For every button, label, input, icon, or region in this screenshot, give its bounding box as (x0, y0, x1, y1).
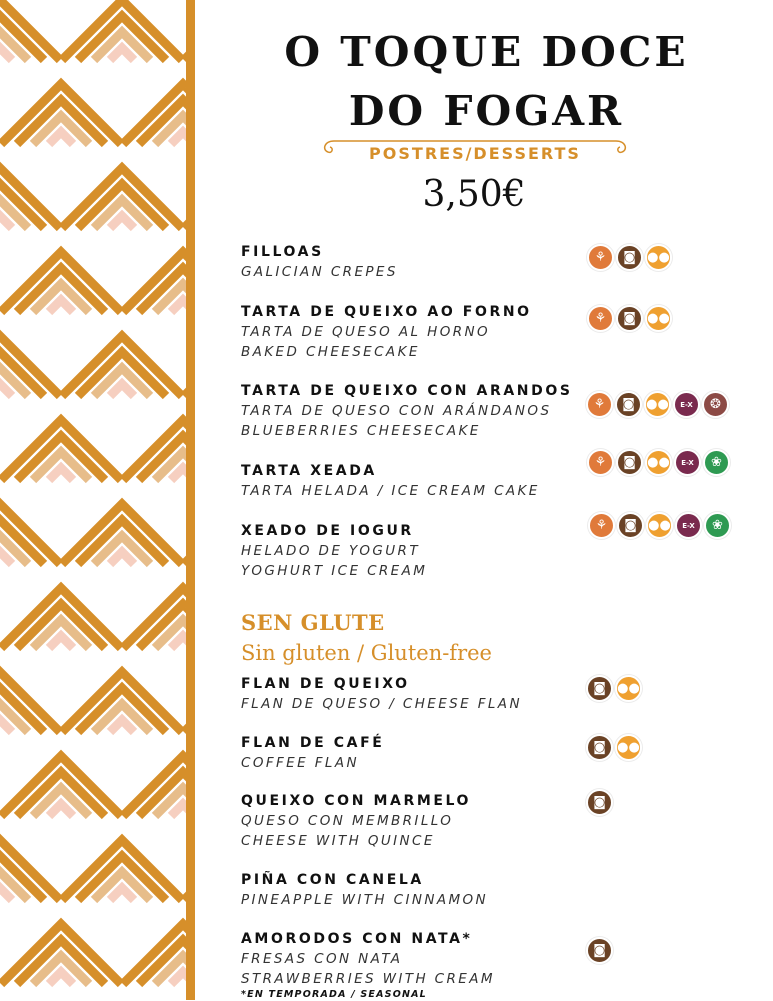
menu-item-name: TARTA DE QUEIXO CON ARANDOS (241, 383, 573, 399)
allergen-icons (587, 244, 672, 271)
section-title: SEN GLUTE (241, 610, 385, 635)
menu-item-description: FRESAS CON NATA (241, 951, 403, 967)
egg-icon: ●● (645, 244, 672, 271)
allergen-icons (586, 937, 613, 964)
decorative-pattern (0, 0, 186, 1000)
allergen-icons (586, 789, 613, 816)
gluten-icon: ⚘ (587, 305, 614, 332)
menu-item (241, 792, 761, 851)
allergen-icons (587, 449, 730, 476)
menu-item-name: TARTA DE QUEIXO AO FORNO (241, 304, 532, 320)
menu-item-description: QUESO CON MEMBRILLO (241, 813, 454, 829)
milk-icon: ◙ (586, 937, 613, 964)
subtitle-frame (320, 136, 630, 170)
menu-item (241, 243, 761, 282)
menu-item-description: TARTA HELADA / ICE CREAM CAKE (241, 483, 540, 499)
menu-item (241, 675, 761, 714)
menu-item-description: HELADO DE YOGURT (241, 543, 420, 559)
menu-item-name: FLAN DE QUEIXO (241, 676, 410, 692)
milk-icon: ◙ (616, 449, 643, 476)
menu-item (241, 303, 761, 362)
menu-item-description: STRAWBERRIES WITH CREAM (241, 971, 495, 987)
menu-item-description: FLAN DE QUESO / CHEESE FLAN (241, 696, 522, 712)
sulphite-icon: E-X (673, 391, 700, 418)
milk-icon: ◙ (616, 305, 643, 332)
allergen-icons (588, 512, 731, 539)
section-subtitle: Sin gluten / Gluten-free (241, 641, 492, 665)
menu-item-description: TARTA DE QUESO CON ARÁNDANOS (241, 403, 552, 419)
allergen-icons (586, 675, 642, 702)
menu-item-description: BLUEBERRIES CHEESECAKE (241, 423, 481, 439)
egg-icon: ●● (645, 449, 672, 476)
milk-icon: ◙ (617, 512, 644, 539)
gluten-icon: ⚘ (586, 391, 613, 418)
menu-title-line2: DO FOGAR (348, 87, 625, 135)
egg-icon: ●● (646, 512, 673, 539)
menu-item (241, 734, 761, 773)
menu-item-note: *EN TEMPORADA / SEASONAL (241, 989, 427, 1000)
egg-icon: ●● (644, 391, 671, 418)
allergen-icons (586, 391, 729, 418)
allergen-icons (586, 734, 642, 761)
soy-icon: ❀ (704, 512, 731, 539)
sulphite-icon: E-X (674, 449, 701, 476)
menu-item-name: FLAN DE CAFÉ (241, 735, 385, 751)
soy-icon: ❀ (703, 449, 730, 476)
egg-icon: ●● (615, 734, 642, 761)
menu-item-description: GALICIAN CREPES (241, 264, 398, 280)
nuts-icon: ❂ (702, 391, 729, 418)
sulphite-icon: E-X (675, 512, 702, 539)
menu-item-description: TARTA DE QUESO AL HORNO (241, 324, 491, 340)
menu-item (241, 871, 761, 910)
menu-item-name: TARTA XEADA (241, 463, 377, 479)
menu-item-name: FILLOAS (241, 244, 324, 260)
menu-item-description: PINEAPPLE WITH CINNAMON (241, 892, 489, 908)
milk-icon: ◙ (615, 391, 642, 418)
menu-item (241, 930, 761, 1001)
milk-icon: ◙ (586, 789, 613, 816)
allergen-icons (587, 305, 672, 332)
menu-content (200, 0, 773, 1000)
milk-icon: ◙ (586, 734, 613, 761)
menu-item-name: AMORODOS CON NATA* (241, 931, 473, 947)
menu-item-description: COFFEE FLAN (241, 755, 359, 771)
menu-item-name: QUEIXO CON MARMELO (241, 793, 472, 809)
menu-title-line1: O TOQUE DOCE (284, 28, 689, 76)
menu-item-description: YOGHURT ICE CREAM (241, 563, 428, 579)
menu-item-description: BAKED CHEESECAKE (241, 344, 420, 360)
menu-item-name: XEADO DE IOGUR (241, 523, 414, 539)
egg-icon: ●● (615, 675, 642, 702)
menu-item-description: CHEESE WITH QUINCE (241, 833, 435, 849)
menu-price: 3,50€ (422, 174, 526, 215)
menu-subtitle: POSTRES/DESSERTS (369, 144, 581, 163)
gluten-icon: ⚘ (587, 244, 614, 271)
egg-icon: ●● (645, 305, 672, 332)
gluten-icon: ⚘ (587, 449, 614, 476)
milk-icon: ◙ (586, 675, 613, 702)
decorative-stripe (186, 0, 195, 1000)
menu-item-name: PIÑA CON CANELA (241, 872, 424, 888)
gluten-icon: ⚘ (588, 512, 615, 539)
milk-icon: ◙ (616, 244, 643, 271)
